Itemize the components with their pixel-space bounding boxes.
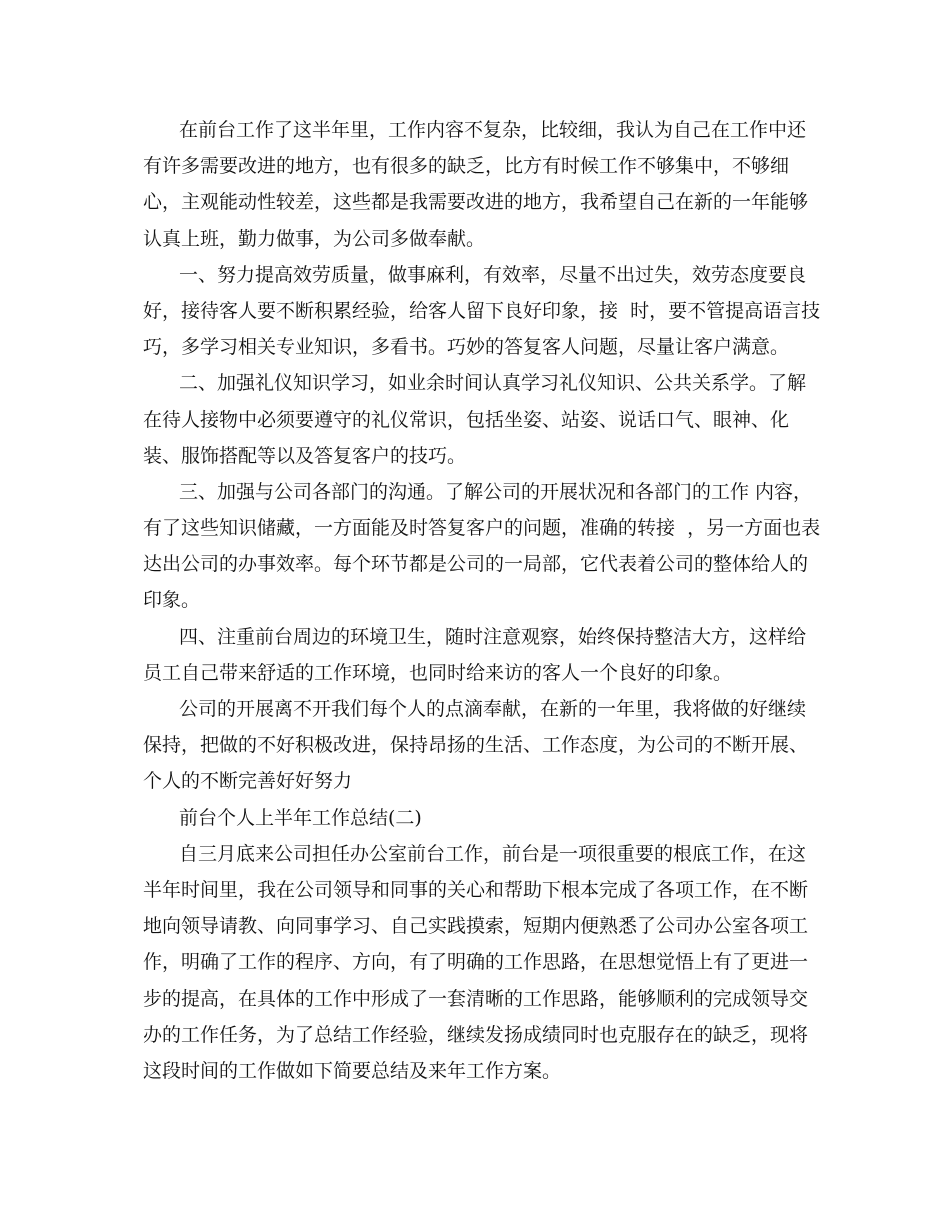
document-body — [143, 112, 821, 1089]
text-line: 有许多需要改进的地方，也有很多的缺乏，比方有时候工作不够集中，不够细 — [143, 155, 790, 178]
text-line: 巧，多学习相关专业知识，多看书。巧妙的答复客人问题，尽量让客户满意。 — [143, 336, 790, 359]
text-line: 认真上班，勤力做事，为公司多做奉献。 — [143, 227, 486, 250]
section-heading: 前台个人上半年工作总结(二) — [179, 806, 422, 829]
text-line: 在前台工作了这半年里，工作内容不复杂，比较细，我认为自己在工作中还 — [179, 119, 807, 141]
text-line: 在待人接物中必须要遵守的礼仪常识，包括坐姿、站姿、说话口气、眼神、化 — [143, 408, 790, 431]
text-line: 个人的不断完善好好努力 — [143, 770, 353, 793]
text-line: 四、注重前台周边的环境卫生，随时注意观察，始终保持整洁大方，这样给 — [179, 625, 807, 648]
text-line: 这段时间的工作做如下简要总结及来年工作方案。 — [143, 1059, 562, 1082]
text-line: 好，接待客人要不断积累经验，给客人留下良好印象，接 时，要不管提高语言技 — [143, 299, 821, 322]
text-line: 一、努力提高效劳质量，做事麻利，有效率，尽量不出过失，效劳态度要良 — [179, 263, 807, 286]
text-line: 作，明确了工作的程序、方向，有了明确的工作思路，在思想觉悟上有了更进一 — [143, 951, 809, 974]
text-line: 员工自己带来舒适的工作环境，也同时给来访的客人一个良好的印象。 — [143, 661, 733, 684]
text-line: 自三月底来公司担任办公室前台工作，前台是一项很重要的根底工作，在这 — [179, 842, 807, 865]
text-line: 心，主观能动性较差，这些都是我需要改进的地方，我希望自己在新的一年能够 — [143, 191, 809, 214]
text-line: 印象。 — [143, 589, 201, 612]
text-line: 半年时间里，我在公司领导和同事的关心和帮助下根本完成了各项工作，在不断 — [143, 878, 809, 901]
text-line: 地向领导请教、向同事学习、自己实践摸索，短期内便熟悉了公司办公室各项工 — [143, 915, 809, 938]
text-line: 办的工作任务，为了总结工作经验，继续发扬成绩同时也克服存在的缺乏，现将 — [143, 1023, 809, 1046]
text-line: 装、服饰搭配等以及答复客户的技巧。 — [143, 444, 467, 467]
text-line: 三、加强与公司各部门的沟通。了解公司的开展状况和各部门的工作 内容， — [179, 480, 813, 503]
text-line: 达出公司的办事效率。每个环节都是公司的一局部，它代表着公司的整体给人的 — [143, 553, 809, 576]
text-line: 保持，把做的不好积极改进，保持昂扬的生活、工作态度，为公司的不断开展、 — [143, 734, 809, 757]
text-line: 公司的开展离不开我们每个人的点滴奉献，在新的一年里，我将做的好继续 — [179, 698, 807, 720]
text-line: 步的提高，在具体的工作中形成了一套清晰的工作思路，能够顺利的完成领导交 — [143, 987, 809, 1010]
text-line: 二、加强礼仪知识学习，如业余时间认真学习礼仪知识、公共关系学。了解 — [179, 372, 807, 395]
text-line: 有了这些知识储藏，一方面能及时答复客户的问题，准确的转接 ，另一方面也表 — [143, 517, 821, 540]
